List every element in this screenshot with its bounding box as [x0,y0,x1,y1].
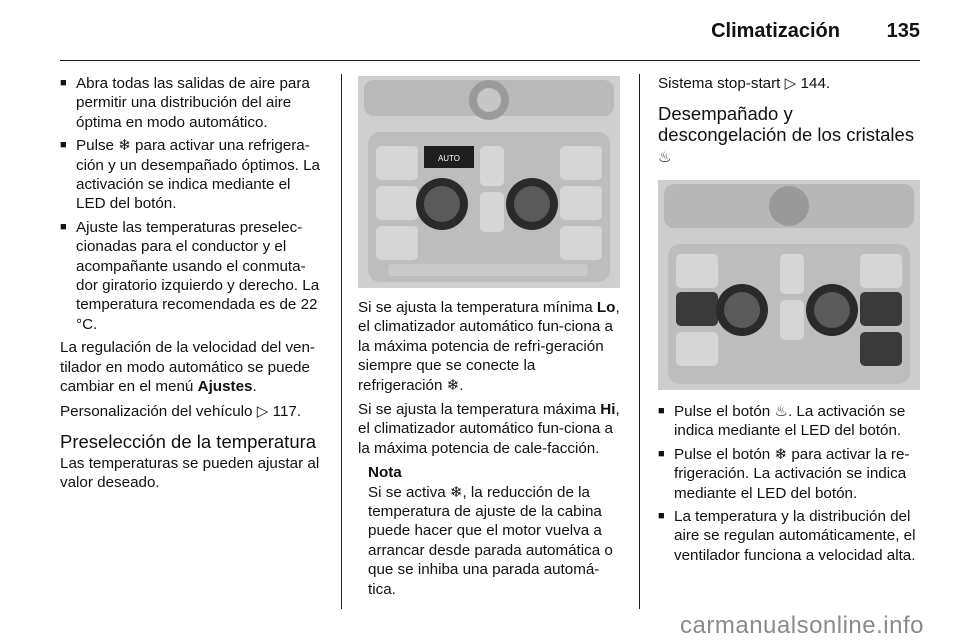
list-item: ■ Pulse el botón ♨. La activación se indica mediante el LED del botón. [658,402,922,441]
ref-arrow-icon: ▷ [256,402,269,420]
column-divider [639,74,640,609]
list-item: ■ Ajuste las temperaturas preselec-cionadas para el conductor y el acompañante usando el conmuta-dor giratorio izquierdo y derecho. La temperatura recomendada es de 22 °C. [60,218,324,334]
defrost-icon: ♨ [774,403,788,420]
section-heading: Desempañado y descongelación de los cristales ♨ [658,103,915,167]
snowflake-icon: ❄ [118,137,131,155]
snowflake-icon: ❄ [449,483,463,501]
list-item: ■ Pulse ❄ para activar una refrigera-ción y un desempañado óptimos. La activación se indica mediante el LED del botón. [60,136,324,214]
column-right [658,74,922,170]
column-left [60,74,324,498]
ref-arrow-icon: ▷ [784,75,797,92]
page-header [60,0,920,62]
page-number: 135 [886,20,920,42]
snowflake-icon: ❄ [774,445,788,463]
paragraph: Si se ajusta la temperatura máxima Hi, el climatizador automático fun-ciona a la máxima potencia de cale-facción. [358,401,620,457]
section-heading: Preselección de la temperatura [60,430,317,452]
climate-panel-photo [358,76,620,288]
column-divider [341,74,342,609]
note-box [368,463,622,599]
page-title: Climatización [711,20,840,42]
watermark: carmanualsonline.info [680,612,924,639]
auto-label: AUTO [437,154,461,163]
column-middle [358,298,622,599]
bullet-list [658,402,922,565]
paragraph: Sistema stop-start ▷ 144. [658,75,831,92]
defrost-panel-photo [658,180,920,390]
list-item: ■ Abra todas las salidas de aire para permitir una distribución del aire óptima en modo automático. [60,74,324,132]
paragraph: Si se ajusta la temperatura mínima Lo, el climatizador automático fun-ciona a la máxima potencia de refri-geración siempre que se conecte la refrigeración ❄. [358,299,620,394]
note-title: Nota [368,464,402,482]
list-item: ■ La temperatura y la distribución del aire se regulan automáticamente, el ventilador funciona a velocidad alta. [658,507,922,565]
list-item: ■ Pulse el botón ❄ para activar la re-frigeración. La activación se indica mediante el LED del botón. [658,445,922,503]
column-right-lower [658,402,922,569]
header-rule [60,60,920,61]
snowflake-icon: ❄ [446,376,460,394]
paragraph: Las temperaturas se pueden ajustar al valor deseado. [60,454,320,492]
paragraph: Personalización del vehículo ▷ 117. [60,402,302,420]
note-text: Si se activa ❄, la reducción de la temperatura de ajuste de la cabina puede hacer que el motor vuelva a arrancar desde parada automática o que se inhiba una parada automá-tica. [368,483,613,598]
paragraph: La regulación de la velocidad del ven-tilador en modo automático se puede cambiar en el menú Ajustes. [60,339,315,396]
defrost-icon: ♨ [658,149,672,167]
bullet-list [60,74,324,334]
